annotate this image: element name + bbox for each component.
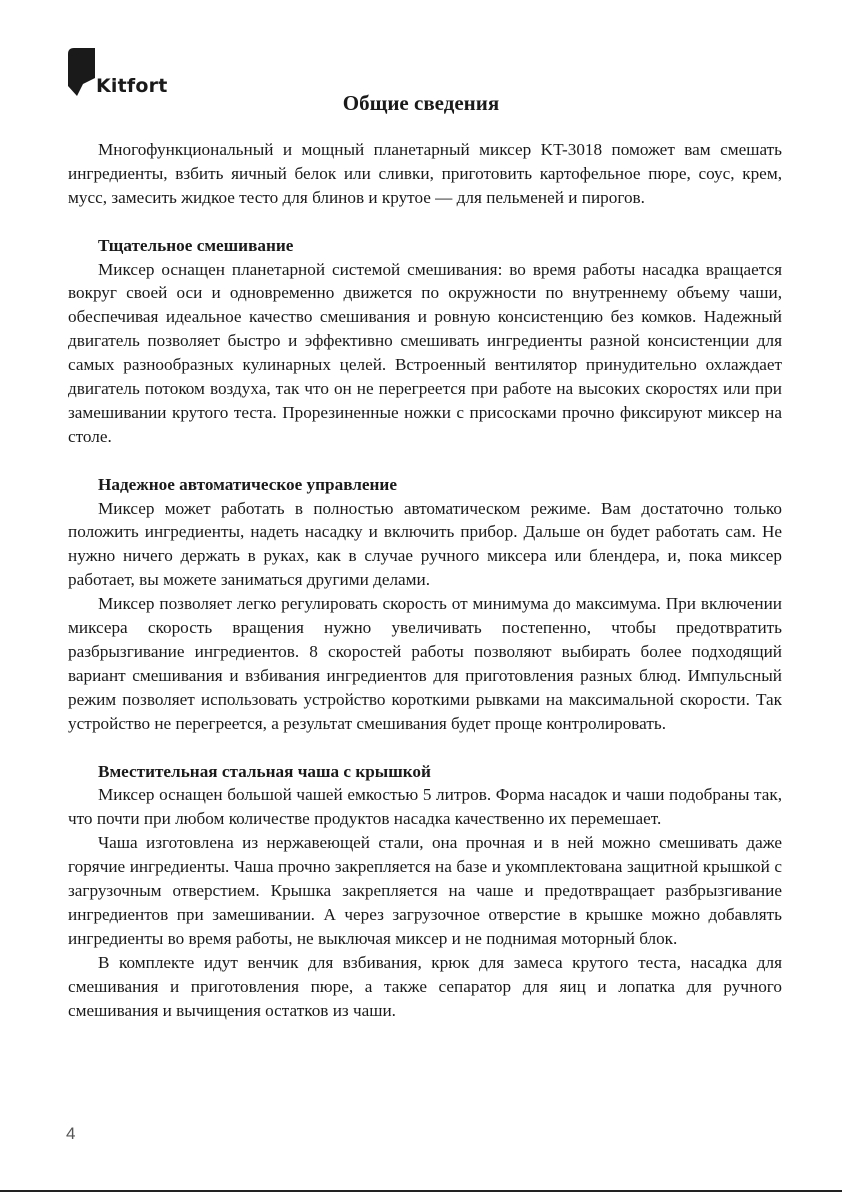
intro-paragraph: Многофункциональный и мощный планетарный миксер KT-3018 поможет вам смешать ингредиенты, взбить яичный белок или сливки, приготовить картофельное пюре, соус, крем, мусс, замесить жидкое тесто для блинов и крутое — для пельменей и пирогов. xyxy=(68,140,782,207)
section-paragraph: Миксер оснащен большой чашей емкостью 5 литров. Форма насадок и чаши подобраны так, что почти при любом количестве продуктов насадка качественно их перемешает. xyxy=(68,785,782,829)
page-number: 4 xyxy=(66,1124,76,1143)
section-heading-mixing: Тщательное смешивание xyxy=(98,235,294,255)
section-paragraph: Чаша изготовлена из нержавеющей стали, она прочная и в ней можно смешивать даже горячие ингредиенты. Чаша прочно закрепляется на базе и укомплектована защитной крышкой с загрузочным отверстием. Крышка закрепляется на чаше и предотвращает разбрызгивание ингредиентов при замешивании. А через загрузочное отверстие в крышке можно добавлять ингредиенты во время работы, не выключая миксер и не поднимая моторный блок. xyxy=(68,833,782,948)
section-paragraph: Миксер может работать в полностью автоматическом режиме. Вам достаточно только положить ингредиенты, надеть насадку и включить прибор. Дальше он будет работать сам. Не нужно ничего держать в руках, как в случае ручного миксера или блендера, и, пока миксер работает, вы можете заниматься другими делами. xyxy=(68,498,782,590)
document-body xyxy=(68,138,782,1022)
section-paragraph: Миксер оснащен планетарной системой смешивания: во время работы насадка вращается вокруг своей оси и одновременно движется по окружности по внутреннему объему чаши, обеспечивая идеальное качество смешивания и ровную консистенцию без комков. Надежный двигатель позволяет быстро и эффективно смешивать ингредиенты разной консистенции для самых разнообразных кулинарных целей. Встроенный вентилятор принудительно охлаждает двигатель потоком воздуха, так что он не перегреется при работе на высоких скоростях или при замешивании крутого теста. Прорезиненные ножки с присосками прочно фиксируют миксер на столе. xyxy=(68,259,782,446)
bottom-divider xyxy=(0,1190,842,1192)
page-title: Общие сведения xyxy=(342,91,500,115)
section-paragraph: Миксер позволяет легко регулировать скорость от минимума до максимума. При включении миксера скорость вращения нужно увеличивать постепенно, чтобы предотвратить разбрызгивание ингредиентов. 8 скоростей работы позволяют выбирать более подходящий вариант смешивания и взбивания ингредиентов для приготовления разных блюд. Импульсный режим позволяет использовать устройство короткими рывками на максимальной скорости. Так устройство не перегреется, а результат смешивания будет проще контролировать. xyxy=(68,594,782,733)
brand-name: Kitfort xyxy=(96,75,168,97)
section-heading-control: Надежное автоматическое управление xyxy=(98,474,397,494)
section-paragraph: В комплекте идут венчик для взбивания, крюк для замеса крутого теста, насадка для смешивания и приготовления пюре, а также сепаратор для яиц и лопатка для ручного смешивания и вычищения остатков из чаши. xyxy=(68,952,782,1020)
section-heading-bowl: Вместительная стальная чаша с крышкой xyxy=(98,761,431,781)
